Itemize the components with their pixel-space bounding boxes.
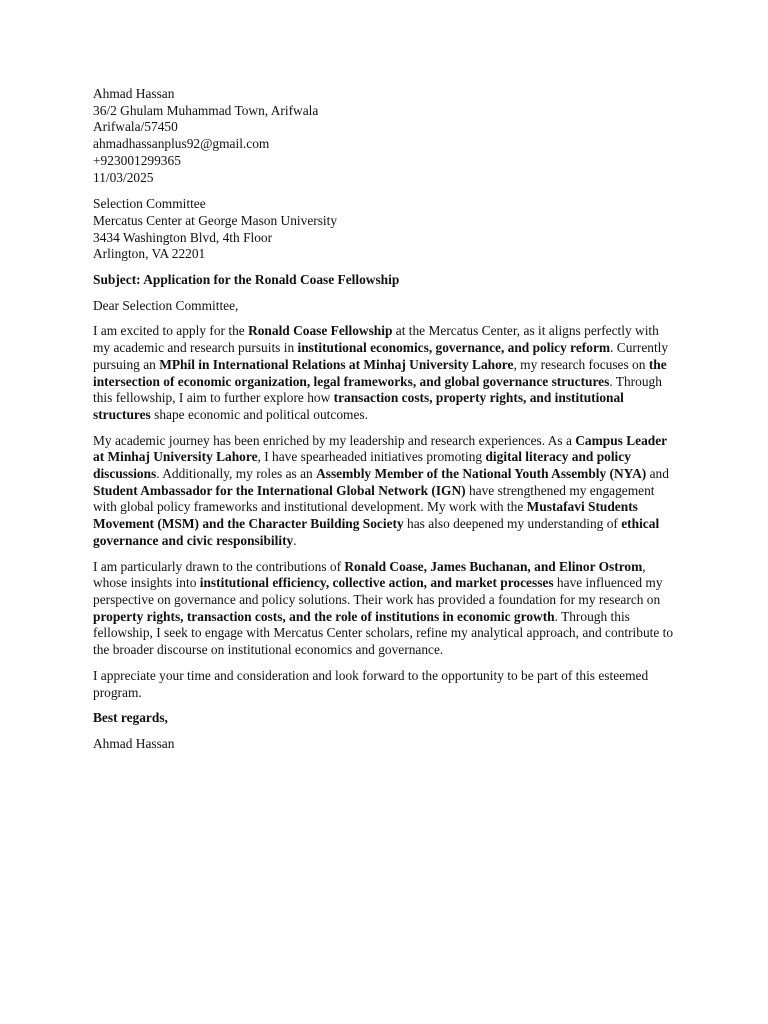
bold-text-run: transaction costs, property rights, and institutional structures bbox=[93, 390, 624, 422]
body-paragraph-2 bbox=[93, 433, 675, 550]
letter-page bbox=[93, 86, 675, 762]
bold-text-run: property rights, transaction costs, and the role of institutions in economic growth bbox=[93, 608, 555, 624]
text-run: have strengthened my engagement with global policy frameworks and institutional development. My work with the bbox=[93, 482, 655, 515]
text-run: , my research focuses on bbox=[513, 356, 649, 372]
sender-address-line1: 36/2 Ghulam Muhammad Town, Arifwala bbox=[93, 102, 319, 118]
bold-text-run: Student Ambassador for the International Global Network (IGN) bbox=[93, 482, 466, 498]
text-run: I am excited to apply for the bbox=[93, 323, 249, 339]
bold-text-run: institutional efficiency, collective action, and market processes bbox=[199, 575, 554, 591]
sender-phone: +923001299365 bbox=[93, 152, 181, 168]
text-run: My academic journey has been enriched by my leadership and research experiences. As a bbox=[93, 432, 576, 448]
bold-text-run: Ronald Coase Fellowship bbox=[248, 323, 393, 339]
sender-address-line2: Arifwala/57450 bbox=[93, 119, 178, 135]
text-run: . bbox=[293, 532, 297, 548]
text-run: I am particularly drawn to the contributions of bbox=[93, 558, 345, 574]
bold-text-run: MPhil in International Relations at Minhaj University Lahore bbox=[159, 356, 514, 372]
bold-text-run: Ronald Coase, James Buchanan, and Elinor Ostrom bbox=[344, 558, 643, 574]
text-run: shape economic and political outcomes. bbox=[150, 406, 368, 422]
bold-text-run: Campus Leader at Minhaj University Lahore bbox=[93, 432, 667, 465]
text-run: have influenced my perspective on governance and policy solutions. Their work has provided a foundation for my research on bbox=[93, 575, 663, 607]
body-paragraph-3 bbox=[93, 559, 675, 659]
salutation: Dear Selection Committee, bbox=[93, 297, 239, 313]
recipient-line1: Selection Committee bbox=[93, 196, 206, 212]
bold-text-run: ethical governance and civic responsibility bbox=[93, 516, 660, 548]
subject-line: Subject: Application for the Ronald Coase Fellowship bbox=[93, 272, 400, 288]
sender-email: ahmadhassanplus92@gmail.com bbox=[93, 136, 270, 152]
text-run: , whose insights into bbox=[93, 558, 646, 591]
signature-name: Ahmad Hassan bbox=[93, 735, 175, 751]
recipient-line2: Mercatus Center at George Mason University bbox=[93, 212, 338, 228]
bold-text-run: Assembly Member of the National Youth Assembly (NYA) bbox=[316, 466, 647, 482]
text-run: . Through this fellowship, I seek to engage with Mercatus Center scholars, refine my analytical approach, and contribute to the broader discourse on institutional economics and governance. bbox=[93, 608, 674, 658]
body-paragraph-4: I appreciate your time and consideration and look forward to the opportunity to be part of this esteemed program. bbox=[93, 667, 649, 700]
recipient-line3: 3434 Washington Blvd, 4th Floor bbox=[93, 229, 273, 245]
text-run: and bbox=[646, 466, 669, 482]
text-run: has also deepened my understanding of bbox=[403, 516, 622, 532]
text-run: . Additionally, my roles as an bbox=[156, 466, 317, 482]
closing: Best regards, bbox=[93, 710, 168, 726]
text-run: , I have spearheaded initiatives promoting bbox=[257, 449, 486, 465]
letter-date: 11/03/2025 bbox=[93, 169, 154, 185]
bold-text-run: the intersection of economic organization, legal frameworks, and global governance structures bbox=[93, 356, 667, 389]
text-run: . Through this fellowship, I aim to further explore how bbox=[93, 373, 662, 406]
body-paragraph-1 bbox=[93, 323, 675, 423]
text-run: at the Mercatus Center, as it aligns perfectly with my academic and research pursuits in bbox=[93, 323, 659, 356]
sender-block bbox=[93, 86, 675, 186]
bold-text-run: institutional economics, governance, and policy reform bbox=[297, 340, 611, 356]
text-run: . Currently pursuing an bbox=[93, 340, 669, 372]
recipient-line4: Arlington, VA 22201 bbox=[93, 246, 206, 262]
sender-name: Ahmad Hassan bbox=[93, 86, 175, 101]
recipient-block bbox=[93, 196, 675, 263]
bold-text-run: Mustafavi Students Movement (MSM) and the Character Building Society bbox=[93, 499, 638, 532]
bold-text-run: digital literacy and policy discussions bbox=[93, 449, 631, 482]
